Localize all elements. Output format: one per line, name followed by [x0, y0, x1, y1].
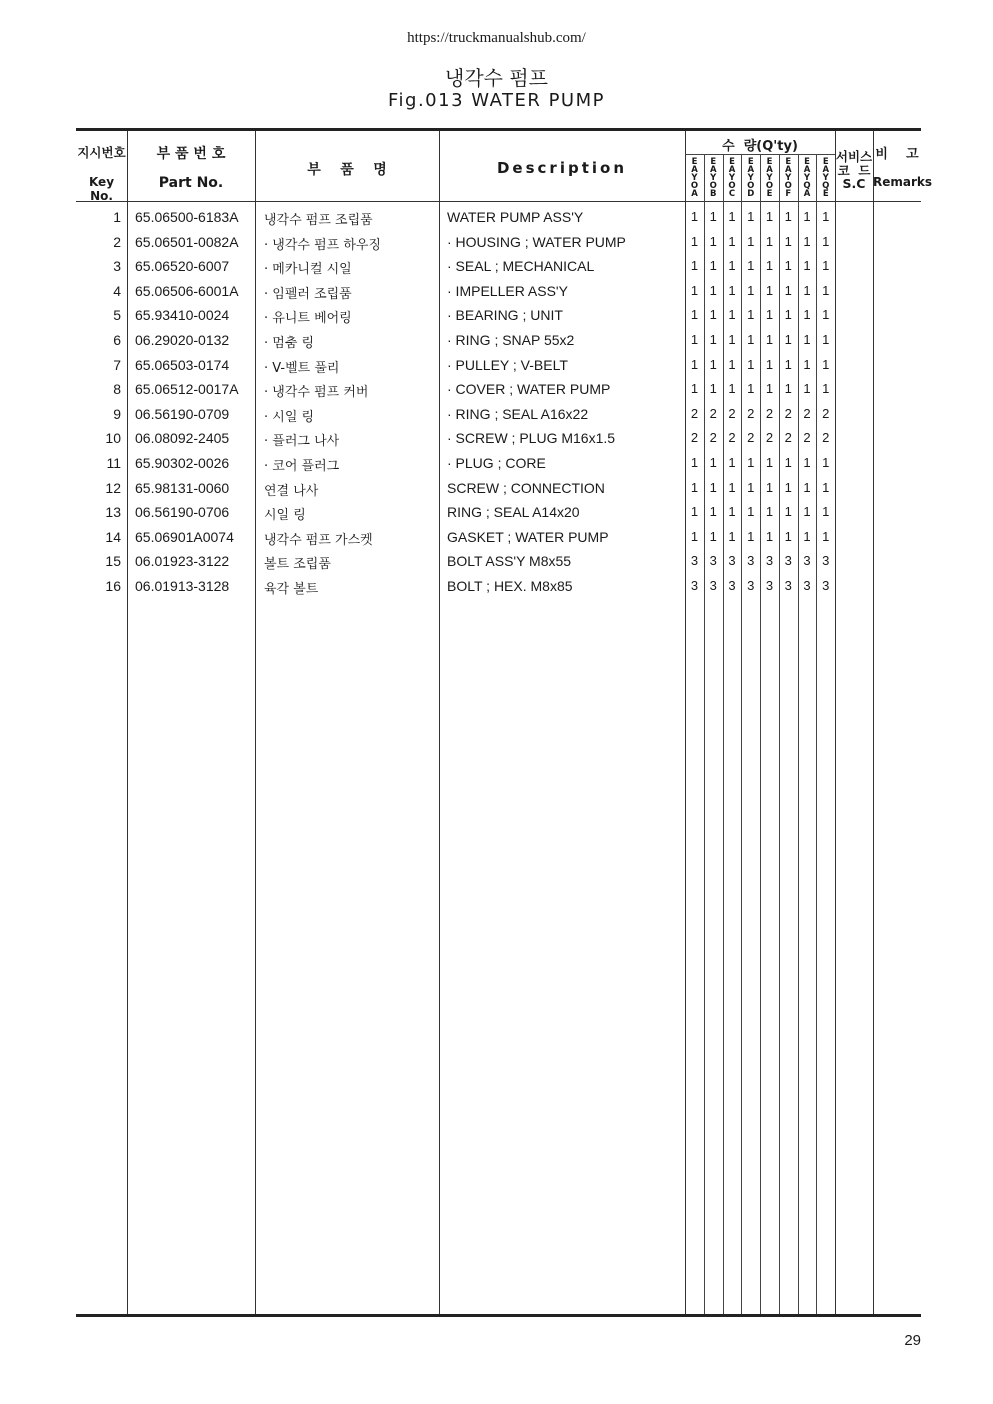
- part-no-cell: 06.56190-0706: [135, 504, 230, 521]
- qty-cell: 3: [822, 578, 830, 593]
- key-no-cell: 2: [113, 233, 121, 250]
- part-name-kr-cell: 시일 링: [264, 508, 306, 524]
- header-partno-kr: 부 품 번 호: [156, 146, 226, 162]
- qty-cell: 1: [709, 381, 717, 397]
- key-no-cell: 5: [113, 307, 121, 324]
- qty-cell: 1: [709, 356, 717, 372]
- part-no-cell: 65.90302-0026: [135, 455, 230, 471]
- qty-cell: 2: [784, 430, 792, 446]
- header-service-kr: 서비스: [835, 149, 873, 164]
- part-no-cell: 65.06520-6007: [135, 258, 230, 275]
- qty-cell: 3: [784, 553, 792, 569]
- description-cell: · BEARING ; UNIT: [447, 307, 563, 324]
- qty-cell: 1: [690, 381, 699, 397]
- qty-cell: 1: [709, 332, 717, 347]
- qty-cell: 1: [709, 209, 717, 224]
- part-name-kr-cell: · 코어 플러그: [264, 459, 340, 474]
- qty-cell: 1: [728, 455, 736, 470]
- qty-cell: 2: [803, 405, 811, 421]
- parts-table: [76, 128, 933, 1317]
- part-no-cell: 65.98131-0060: [135, 479, 230, 496]
- qty-cell: 1: [765, 504, 774, 520]
- part-name-kr-cell: · 냉각수 펌프 하우징: [264, 237, 381, 253]
- description-cell: BOLT ASS'Y M8x55: [447, 553, 572, 570]
- qty-cell: 1: [822, 209, 830, 224]
- page-number: 29: [904, 1332, 921, 1349]
- part-name-kr-cell: · V-벨트 풀리: [264, 360, 340, 376]
- qty-cell: 1: [728, 332, 736, 347]
- qty-cell: 3: [728, 553, 736, 569]
- qty-cell: 3: [803, 553, 811, 569]
- qty-cell: 1: [765, 356, 774, 372]
- part-no-cell: 06.01923-3122: [135, 553, 230, 570]
- qty-cell: 2: [822, 430, 830, 446]
- qty-cell: 1: [765, 307, 774, 323]
- qty-cell: 3: [803, 578, 811, 593]
- qty-cell: 1: [747, 356, 755, 372]
- qty-cell: 1: [803, 209, 811, 224]
- key-no-cell: 8: [113, 381, 121, 398]
- header-key-kr: 지시번호: [77, 145, 126, 160]
- qty-cell: 1: [822, 258, 830, 274]
- qty-cell: 1: [747, 479, 755, 495]
- qty-cell: 1: [822, 479, 830, 495]
- qty-cell: 2: [728, 405, 736, 421]
- qty-cell: 1: [709, 479, 717, 495]
- qty-cell: 1: [803, 479, 811, 495]
- description-cell: GASKET ; WATER PUMP: [447, 528, 609, 545]
- description-cell: RING ; SEAL A14x20: [447, 504, 580, 521]
- qty-cell: 1: [822, 332, 830, 347]
- header-name-kr: 부 품 명: [307, 162, 387, 178]
- qty-cell: 1: [784, 528, 792, 544]
- qty-cell: 1: [690, 282, 699, 298]
- part-name-kr-cell: · 메카니컬 시일: [264, 262, 352, 278]
- qty-cell: 1: [803, 307, 811, 323]
- key-no-cell: 14: [105, 528, 121, 545]
- key-no-cell: 9: [113, 405, 121, 422]
- table-row: [76, 353, 921, 378]
- qty-cell: 1: [747, 258, 755, 274]
- qty-cell: 1: [747, 233, 755, 249]
- model-header-eayqe: E A Y Q E: [822, 157, 830, 199]
- qty-cell: 1: [822, 455, 830, 470]
- part-name-kr-cell: · 냉각수 펌프 커버: [264, 385, 369, 401]
- qty-cell: 1: [690, 356, 699, 372]
- table-row: [76, 279, 921, 304]
- part-no-cell: 65.93410-0024: [135, 307, 230, 324]
- part-no-cell: 65.06503-0174: [135, 356, 230, 373]
- qty-cell: 1: [690, 233, 699, 249]
- qty-cell: 1: [709, 282, 717, 298]
- part-no-cell: 65.06500-6183A: [135, 209, 239, 225]
- part-name-kr-cell: 볼트 조립품: [264, 557, 331, 573]
- qty-cell: 1: [728, 282, 736, 298]
- qty-cell: 2: [765, 430, 774, 446]
- key-no-cell: 12: [105, 479, 121, 496]
- qty-cell: 1: [822, 356, 830, 372]
- qty-cell: 1: [765, 455, 774, 470]
- part-no-cell: 65.06901A0074: [135, 528, 234, 545]
- qty-cell: 2: [690, 430, 699, 446]
- qty-cell: 3: [709, 578, 717, 593]
- header-partno-en: Part No.: [158, 175, 224, 191]
- qty-cell: 2: [709, 405, 717, 421]
- table-row: [76, 476, 921, 501]
- qty-cell: 1: [747, 504, 755, 520]
- part-no-cell: 65.06501-0082A: [135, 233, 239, 250]
- header-service-kr2: 코 드: [837, 163, 871, 178]
- qty-cell: 3: [747, 553, 755, 569]
- description-cell: · PULLEY ; V-BELT: [447, 356, 568, 373]
- qty-cell: 3: [709, 553, 717, 569]
- header-remarks-kr: 비 고: [875, 147, 919, 162]
- qty-cell: 3: [822, 553, 830, 569]
- description-cell: · COVER ; WATER PUMP: [447, 381, 611, 398]
- qty-cell: 2: [709, 430, 717, 446]
- table-row: [76, 451, 921, 476]
- qty-cell: 1: [728, 209, 736, 224]
- source-url: https://truckmanualshub.com/: [407, 30, 586, 46]
- qty-cell: 3: [690, 553, 699, 569]
- qty-cell: 1: [822, 282, 830, 298]
- qty-cell: 1: [747, 381, 755, 397]
- table-row: [76, 303, 921, 328]
- header-key-en: Key No.: [88, 175, 115, 203]
- header-description: Description: [496, 159, 628, 177]
- header-remarks-en: Remarks: [873, 175, 933, 189]
- qty-cell: 1: [728, 504, 736, 520]
- qty-cell: 1: [784, 504, 792, 520]
- part-name-kr-cell: · 멈춤 링: [264, 336, 315, 351]
- part-name-kr-cell: 냉각수 펌프 가스켓: [264, 532, 373, 548]
- part-name-kr-cell: 냉각수 펌프 조립품: [264, 213, 373, 228]
- qty-cell: 1: [690, 455, 699, 470]
- qty-cell: 1: [765, 381, 774, 397]
- qty-cell: 1: [822, 307, 830, 323]
- part-name-kr-cell: · 플러그 나사: [264, 434, 340, 450]
- qty-cell: 1: [803, 233, 811, 249]
- table-row: [76, 500, 921, 525]
- description-cell: WATER PUMP ASS'Y: [447, 209, 584, 225]
- qty-cell: 1: [709, 233, 717, 249]
- qty-cell: 3: [765, 578, 774, 593]
- qty-cell: 1: [803, 332, 811, 347]
- qty-cell: 1: [709, 528, 717, 544]
- table-row: [76, 254, 921, 279]
- qty-cell: 1: [784, 455, 792, 470]
- qty-cell: 2: [747, 405, 755, 421]
- part-no-cell: 65.06506-6001A: [135, 282, 239, 299]
- page-title-english: Fig.013 WATER PUMP: [387, 90, 605, 111]
- key-no-cell: 1: [113, 209, 121, 225]
- qty-cell: 1: [784, 479, 792, 495]
- qty-cell: 1: [784, 307, 792, 323]
- qty-cell: 1: [728, 258, 736, 274]
- model-header-eayoe: E A Y O E: [765, 157, 774, 199]
- qty-cell: 1: [765, 332, 774, 347]
- part-no-cell: 06.56190-0709: [135, 405, 230, 422]
- header-qty: 수 량(Q'ty): [722, 139, 798, 154]
- key-no-cell: 7: [113, 356, 121, 373]
- key-no-cell: 11: [106, 455, 121, 471]
- table-row: [76, 426, 921, 451]
- page-title-korean: 냉각수 펌프: [445, 66, 548, 90]
- qty-cell: 1: [822, 528, 830, 544]
- table-row: [76, 230, 921, 255]
- qty-cell: 1: [765, 258, 774, 274]
- qty-cell: 1: [728, 233, 736, 249]
- qty-cell: 1: [784, 381, 792, 397]
- description-cell: · HOUSING ; WATER PUMP: [447, 233, 626, 250]
- table-row: [76, 402, 921, 427]
- qty-cell: 3: [765, 553, 774, 569]
- qty-cell: 1: [747, 332, 755, 347]
- qty-cell: 1: [709, 307, 717, 323]
- description-cell: · RING ; SNAP 55x2: [447, 332, 575, 348]
- qty-cell: 1: [803, 381, 811, 397]
- qty-cell: 1: [728, 356, 736, 372]
- qty-cell: 1: [822, 233, 830, 249]
- key-no-cell: 4: [113, 282, 121, 299]
- qty-cell: 1: [747, 528, 755, 544]
- description-cell: · IMPELLER ASS'Y: [447, 282, 568, 299]
- description-cell: · RING ; SEAL A16x22: [447, 405, 589, 422]
- qty-cell: 2: [765, 405, 774, 421]
- qty-cell: 1: [784, 258, 792, 274]
- model-header-eayob: E A Y O B: [709, 157, 717, 199]
- qty-cell: 2: [747, 430, 755, 446]
- part-name-kr-cell: · 시일 링: [264, 409, 315, 425]
- key-no-cell: 10: [105, 430, 121, 447]
- model-header-eayqa: E A Y Q A: [803, 157, 811, 199]
- table-row: [76, 525, 921, 550]
- part-no-cell: 06.01913-3128: [135, 578, 230, 594]
- qty-cell: 2: [690, 405, 699, 421]
- qty-cell: 1: [728, 307, 736, 323]
- qty-cell: 2: [728, 430, 736, 446]
- qty-cell: 1: [690, 258, 699, 274]
- qty-cell: 1: [690, 209, 699, 224]
- qty-cell: 1: [803, 528, 811, 544]
- key-no-cell: 15: [105, 553, 121, 570]
- qty-cell: 2: [822, 405, 830, 421]
- key-no-cell: 16: [105, 578, 121, 594]
- part-no-cell: 65.06512-0017A: [135, 381, 239, 398]
- qty-cell: 1: [747, 455, 755, 470]
- qty-cell: 1: [728, 381, 736, 397]
- table-row: [76, 574, 921, 599]
- description-cell: BOLT ; HEX. M8x85: [447, 578, 573, 594]
- qty-cell: 1: [690, 479, 699, 495]
- part-name-kr-cell: 육각 볼트: [264, 582, 319, 597]
- table-row: [76, 205, 921, 230]
- qty-cell: 2: [784, 405, 792, 421]
- qty-cell: 1: [690, 528, 699, 544]
- part-no-cell: 06.29020-0132: [135, 332, 230, 348]
- qty-cell: 1: [822, 504, 830, 520]
- qty-cell: 1: [747, 209, 755, 224]
- qty-cell: 1: [765, 233, 774, 249]
- part-name-kr-cell: · 유니트 베어링: [264, 311, 352, 327]
- qty-cell: 3: [690, 578, 699, 593]
- qty-cell: 1: [690, 504, 699, 520]
- qty-cell: 3: [747, 578, 755, 593]
- qty-cell: 1: [747, 307, 755, 323]
- qty-cell: 1: [803, 504, 811, 520]
- key-no-cell: 13: [105, 504, 121, 521]
- qty-cell: 1: [822, 381, 830, 397]
- qty-cell: 1: [784, 233, 792, 249]
- qty-cell: 1: [803, 455, 811, 470]
- qty-cell: 1: [803, 282, 811, 298]
- qty-cell: 1: [747, 282, 755, 298]
- qty-cell: 1: [728, 479, 736, 495]
- qty-cell: 1: [728, 528, 736, 544]
- table-row: [76, 328, 921, 353]
- qty-cell: 3: [728, 578, 736, 593]
- table-row: [76, 377, 921, 402]
- qty-cell: 1: [765, 528, 774, 544]
- key-no-cell: 6: [113, 332, 121, 348]
- qty-cell: 2: [803, 430, 811, 446]
- model-header-eayoc: E A Y O C: [728, 157, 736, 199]
- header-service-en: S.C: [842, 176, 866, 191]
- qty-cell: 1: [784, 209, 792, 224]
- qty-cell: 1: [784, 332, 792, 347]
- qty-cell: 1: [709, 258, 717, 274]
- description-cell: · SCREW ; PLUG M16x1.5: [447, 430, 616, 447]
- part-name-kr-cell: · 임펠러 조립품: [264, 286, 352, 302]
- description-cell: · PLUG ; CORE: [447, 455, 546, 471]
- qty-cell: 1: [709, 455, 717, 470]
- key-no-cell: 3: [113, 258, 121, 275]
- part-name-kr-cell: 연결 나사: [264, 483, 319, 499]
- qty-cell: 1: [765, 209, 774, 224]
- model-header-eayof: E A Y O F: [784, 157, 792, 199]
- qty-cell: 1: [784, 282, 792, 298]
- qty-cell: 1: [765, 282, 774, 298]
- qty-cell: 1: [803, 258, 811, 274]
- model-header-eayod: E A Y O D: [747, 157, 755, 199]
- table-row: [76, 549, 921, 574]
- qty-cell: 1: [690, 332, 699, 347]
- qty-cell: 1: [709, 504, 717, 520]
- part-no-cell: 06.08092-2405: [135, 430, 230, 447]
- model-header-eayoa: E A Y O A: [690, 157, 699, 199]
- qty-cell: 1: [690, 307, 699, 323]
- qty-cell: 1: [765, 479, 774, 495]
- qty-cell: 3: [784, 578, 792, 593]
- description-cell: SCREW ; CONNECTION: [447, 479, 605, 496]
- qty-cell: 1: [784, 356, 792, 372]
- qty-cell: 1: [803, 356, 811, 372]
- description-cell: · SEAL ; MECHANICAL: [447, 258, 595, 275]
